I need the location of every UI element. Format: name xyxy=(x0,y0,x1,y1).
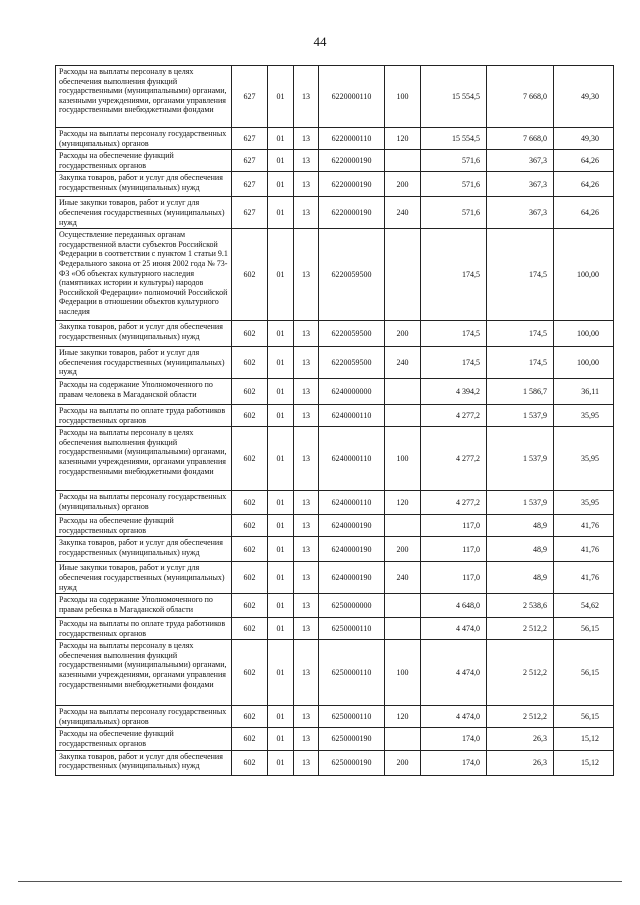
cell-rz: 01 xyxy=(268,66,294,128)
cell-name: Закупка товаров, работ и услуг для обеспечения государственных (муниципальных) нужд xyxy=(56,321,232,347)
bottom-rule xyxy=(18,881,622,882)
table-row xyxy=(56,229,614,321)
cell-grbs: 602 xyxy=(232,728,268,750)
cell-pr: 13 xyxy=(294,427,319,491)
table-row xyxy=(56,321,614,347)
cell-fact: 2 512,2 xyxy=(487,640,554,706)
cell-plan: 15 554,5 xyxy=(421,66,487,128)
cell-grbs: 602 xyxy=(232,515,268,537)
cell-percent: 36,11 xyxy=(554,378,614,404)
cell-pr: 13 xyxy=(294,640,319,706)
cell-vr xyxy=(385,618,421,640)
cell-percent: 64,26 xyxy=(554,150,614,172)
table-row xyxy=(56,594,614,618)
cell-rz: 01 xyxy=(268,321,294,347)
cell-pr: 13 xyxy=(294,515,319,537)
cell-grbs: 627 xyxy=(232,197,268,229)
cell-csr: 6250000190 xyxy=(319,728,385,750)
table-body xyxy=(56,66,614,776)
cell-rz: 01 xyxy=(268,128,294,150)
cell-percent: 35,95 xyxy=(554,491,614,515)
cell-pr: 13 xyxy=(294,321,319,347)
cell-fact: 2 538,6 xyxy=(487,594,554,618)
cell-vr: 200 xyxy=(385,321,421,347)
table-row xyxy=(56,66,614,128)
cell-pr: 13 xyxy=(294,491,319,515)
cell-percent: 56,15 xyxy=(554,640,614,706)
cell-name: Расходы на содержание Уполномоченного по правам ребенка в Магаданской области xyxy=(56,594,232,618)
cell-percent: 100,00 xyxy=(554,229,614,321)
table-row xyxy=(56,347,614,379)
cell-csr: 6240000190 xyxy=(319,537,385,562)
table-row xyxy=(56,197,614,229)
cell-csr: 6240000000 xyxy=(319,378,385,404)
cell-vr xyxy=(385,229,421,321)
table-row xyxy=(56,491,614,515)
table-row xyxy=(56,750,614,775)
cell-grbs: 602 xyxy=(232,750,268,775)
cell-vr xyxy=(385,515,421,537)
cell-plan: 4 648,0 xyxy=(421,594,487,618)
cell-pr: 13 xyxy=(294,347,319,379)
cell-pr: 13 xyxy=(294,229,319,321)
cell-pr: 13 xyxy=(294,197,319,229)
cell-name: Расходы на выплаты по оплате труда работников государственных органов xyxy=(56,404,232,426)
cell-vr: 120 xyxy=(385,128,421,150)
cell-grbs: 602 xyxy=(232,378,268,404)
cell-csr: 6250000110 xyxy=(319,618,385,640)
cell-name: Расходы на содержание Уполномоченного по правам человека в Магаданской области xyxy=(56,378,232,404)
cell-rz: 01 xyxy=(268,378,294,404)
cell-rz: 01 xyxy=(268,150,294,172)
cell-percent: 54,62 xyxy=(554,594,614,618)
cell-grbs: 602 xyxy=(232,229,268,321)
table-row xyxy=(56,728,614,750)
cell-rz: 01 xyxy=(268,491,294,515)
cell-percent: 49,30 xyxy=(554,66,614,128)
cell-plan: 117,0 xyxy=(421,537,487,562)
page-number: 44 xyxy=(313,34,327,49)
cell-percent: 49,30 xyxy=(554,128,614,150)
cell-csr: 6220000110 xyxy=(319,66,385,128)
table-row xyxy=(56,427,614,491)
cell-fact: 1 537,9 xyxy=(487,427,554,491)
cell-name: Расходы на выплаты персоналу государственных (муниципальных) органов xyxy=(56,128,232,150)
cell-fact: 367,3 xyxy=(487,197,554,229)
cell-plan: 4 474,0 xyxy=(421,618,487,640)
cell-plan: 174,5 xyxy=(421,229,487,321)
table-row xyxy=(56,378,614,404)
cell-pr: 13 xyxy=(294,537,319,562)
cell-rz: 01 xyxy=(268,197,294,229)
cell-grbs: 602 xyxy=(232,640,268,706)
cell-csr: 6250000000 xyxy=(319,594,385,618)
cell-fact: 174,5 xyxy=(487,321,554,347)
cell-name: Расходы на выплаты персоналу в целях обеспечения выполнения функций государственными (муниципальными) органами, казенными учреждениями, органами управления государственными внебюджетными фондами xyxy=(56,640,232,706)
cell-fact: 174,5 xyxy=(487,229,554,321)
cell-csr: 6220059500 xyxy=(319,321,385,347)
cell-fact: 48,9 xyxy=(487,515,554,537)
cell-percent: 64,26 xyxy=(554,172,614,197)
table-row xyxy=(56,706,614,728)
cell-grbs: 602 xyxy=(232,404,268,426)
cell-rz: 01 xyxy=(268,229,294,321)
cell-pr: 13 xyxy=(294,378,319,404)
cell-grbs: 602 xyxy=(232,321,268,347)
cell-name: Закупка товаров, работ и услуг для обеспечения государственных (муниципальных) нужд xyxy=(56,750,232,775)
cell-grbs: 602 xyxy=(232,427,268,491)
cell-fact: 48,9 xyxy=(487,537,554,562)
cell-name: Расходы на выплаты персоналу государственных (муниципальных) органов xyxy=(56,706,232,728)
table-row xyxy=(56,404,614,426)
cell-plan: 117,0 xyxy=(421,515,487,537)
cell-plan: 571,6 xyxy=(421,197,487,229)
cell-vr xyxy=(385,378,421,404)
cell-grbs: 602 xyxy=(232,491,268,515)
cell-csr: 6220059500 xyxy=(319,229,385,321)
cell-plan: 571,6 xyxy=(421,172,487,197)
cell-csr: 6240000190 xyxy=(319,562,385,594)
cell-pr: 13 xyxy=(294,594,319,618)
cell-fact: 2 512,2 xyxy=(487,618,554,640)
cell-pr: 13 xyxy=(294,750,319,775)
cell-fact: 26,3 xyxy=(487,728,554,750)
cell-fact: 7 668,0 xyxy=(487,128,554,150)
table-row xyxy=(56,128,614,150)
cell-vr: 200 xyxy=(385,537,421,562)
table-row xyxy=(56,150,614,172)
cell-name: Иные закупки товаров, работ и услуг для обеспечения государственных (муниципальных) нужд xyxy=(56,197,232,229)
cell-plan: 4 277,2 xyxy=(421,404,487,426)
table-row xyxy=(56,537,614,562)
cell-fact: 2 512,2 xyxy=(487,706,554,728)
cell-percent: 56,15 xyxy=(554,618,614,640)
cell-pr: 13 xyxy=(294,128,319,150)
cell-csr: 6220000110 xyxy=(319,128,385,150)
cell-plan: 4 474,0 xyxy=(421,706,487,728)
table-row xyxy=(56,618,614,640)
cell-plan: 4 277,2 xyxy=(421,427,487,491)
cell-fact: 26,3 xyxy=(487,750,554,775)
cell-plan: 174,5 xyxy=(421,347,487,379)
cell-plan: 174,0 xyxy=(421,728,487,750)
cell-grbs: 602 xyxy=(232,706,268,728)
cell-plan: 4 394,2 xyxy=(421,378,487,404)
budget-table xyxy=(55,65,614,776)
cell-pr: 13 xyxy=(294,728,319,750)
cell-csr: 6220000190 xyxy=(319,150,385,172)
cell-rz: 01 xyxy=(268,404,294,426)
cell-name: Иные закупки товаров, работ и услуг для обеспечения государственных (муниципальных) нужд xyxy=(56,347,232,379)
cell-percent: 100,00 xyxy=(554,321,614,347)
cell-vr: 200 xyxy=(385,750,421,775)
cell-grbs: 602 xyxy=(232,537,268,562)
cell-percent: 15,12 xyxy=(554,728,614,750)
cell-percent: 41,76 xyxy=(554,537,614,562)
cell-fact: 1 537,9 xyxy=(487,491,554,515)
cell-rz: 01 xyxy=(268,594,294,618)
cell-csr: 6220000190 xyxy=(319,172,385,197)
cell-vr: 240 xyxy=(385,347,421,379)
cell-plan: 571,6 xyxy=(421,150,487,172)
cell-pr: 13 xyxy=(294,172,319,197)
cell-csr: 6220059500 xyxy=(319,347,385,379)
cell-grbs: 627 xyxy=(232,150,268,172)
cell-plan: 15 554,5 xyxy=(421,128,487,150)
cell-csr: 6240000110 xyxy=(319,427,385,491)
cell-rz: 01 xyxy=(268,750,294,775)
cell-name: Закупка товаров, работ и услуг для обеспечения государственных (муниципальных) нужд xyxy=(56,172,232,197)
cell-rz: 01 xyxy=(268,562,294,594)
cell-rz: 01 xyxy=(268,172,294,197)
cell-csr: 6220000190 xyxy=(319,197,385,229)
cell-name: Расходы на обеспечение функций государственных органов xyxy=(56,150,232,172)
cell-pr: 13 xyxy=(294,618,319,640)
cell-percent: 15,12 xyxy=(554,750,614,775)
cell-grbs: 602 xyxy=(232,562,268,594)
cell-name: Иные закупки товаров, работ и услуг для обеспечения государственных (муниципальных) нужд xyxy=(56,562,232,594)
cell-csr: 6250000110 xyxy=(319,640,385,706)
cell-plan: 174,0 xyxy=(421,750,487,775)
cell-fact: 1 586,7 xyxy=(487,378,554,404)
cell-rz: 01 xyxy=(268,427,294,491)
cell-vr xyxy=(385,594,421,618)
cell-name: Расходы на выплаты персоналу в целях обеспечения выполнения функций государственными (муниципальными) органами, казенными учреждениями, органами управления государственными внебюджетными фондами xyxy=(56,66,232,128)
table-row xyxy=(56,515,614,537)
table-row xyxy=(56,172,614,197)
cell-csr: 6250000190 xyxy=(319,750,385,775)
cell-vr: 240 xyxy=(385,197,421,229)
cell-plan: 4 474,0 xyxy=(421,640,487,706)
cell-name: Осуществление переданных органам государственной власти субъектов Российской Федерации в соответствии с пунктом 1 статьи 9.1 Федерального закона от 25 июня 2002 года № 73-ФЗ «Об объектах культурного наследия (памятниках истории и культуры) народов Российской Федерации» полномочий Российской Федерации в отношении объектов культурного наследия xyxy=(56,229,232,321)
cell-rz: 01 xyxy=(268,515,294,537)
cell-percent: 100,00 xyxy=(554,347,614,379)
cell-name: Расходы на выплаты персоналу государственных (муниципальных) органов xyxy=(56,491,232,515)
cell-csr: 6240000110 xyxy=(319,404,385,426)
cell-pr: 13 xyxy=(294,404,319,426)
cell-plan: 174,5 xyxy=(421,321,487,347)
cell-name: Расходы на выплаты персоналу в целях обеспечения выполнения функций государственными (муниципальными) органами, казенными учреждениями, органами управления государственными внебюджетными фондами xyxy=(56,427,232,491)
cell-vr xyxy=(385,150,421,172)
cell-percent: 56,15 xyxy=(554,706,614,728)
cell-percent: 35,95 xyxy=(554,404,614,426)
cell-vr: 120 xyxy=(385,491,421,515)
cell-name: Закупка товаров, работ и услуг для обеспечения государственных (муниципальных) нужд xyxy=(56,537,232,562)
cell-grbs: 602 xyxy=(232,618,268,640)
cell-rz: 01 xyxy=(268,537,294,562)
cell-vr xyxy=(385,728,421,750)
cell-grbs: 602 xyxy=(232,347,268,379)
cell-vr: 120 xyxy=(385,706,421,728)
cell-rz: 01 xyxy=(268,347,294,379)
table-row xyxy=(56,562,614,594)
cell-fact: 48,9 xyxy=(487,562,554,594)
cell-fact: 174,5 xyxy=(487,347,554,379)
cell-vr: 200 xyxy=(385,172,421,197)
cell-rz: 01 xyxy=(268,618,294,640)
cell-pr: 13 xyxy=(294,150,319,172)
table-row xyxy=(56,640,614,706)
cell-csr: 6250000110 xyxy=(319,706,385,728)
cell-vr: 240 xyxy=(385,562,421,594)
cell-rz: 01 xyxy=(268,706,294,728)
cell-percent: 64,26 xyxy=(554,197,614,229)
cell-csr: 6240000190 xyxy=(319,515,385,537)
cell-pr: 13 xyxy=(294,562,319,594)
cell-grbs: 602 xyxy=(232,594,268,618)
cell-pr: 13 xyxy=(294,66,319,128)
cell-fact: 1 537,9 xyxy=(487,404,554,426)
cell-plan: 4 277,2 xyxy=(421,491,487,515)
cell-fact: 367,3 xyxy=(487,172,554,197)
cell-rz: 01 xyxy=(268,728,294,750)
cell-fact: 367,3 xyxy=(487,150,554,172)
cell-percent: 35,95 xyxy=(554,427,614,491)
cell-percent: 41,76 xyxy=(554,515,614,537)
cell-vr: 100 xyxy=(385,66,421,128)
cell-vr: 100 xyxy=(385,640,421,706)
cell-grbs: 627 xyxy=(232,128,268,150)
cell-name: Расходы на обеспечение функций государственных органов xyxy=(56,728,232,750)
cell-grbs: 627 xyxy=(232,66,268,128)
cell-grbs: 627 xyxy=(232,172,268,197)
cell-percent: 41,76 xyxy=(554,562,614,594)
cell-name: Расходы на выплаты по оплате труда работников государственных органов xyxy=(56,618,232,640)
cell-vr xyxy=(385,404,421,426)
cell-vr: 100 xyxy=(385,427,421,491)
cell-csr: 6240000110 xyxy=(319,491,385,515)
cell-rz: 01 xyxy=(268,640,294,706)
cell-fact: 7 668,0 xyxy=(487,66,554,128)
cell-pr: 13 xyxy=(294,706,319,728)
cell-plan: 117,0 xyxy=(421,562,487,594)
cell-name: Расходы на обеспечение функций государственных органов xyxy=(56,515,232,537)
